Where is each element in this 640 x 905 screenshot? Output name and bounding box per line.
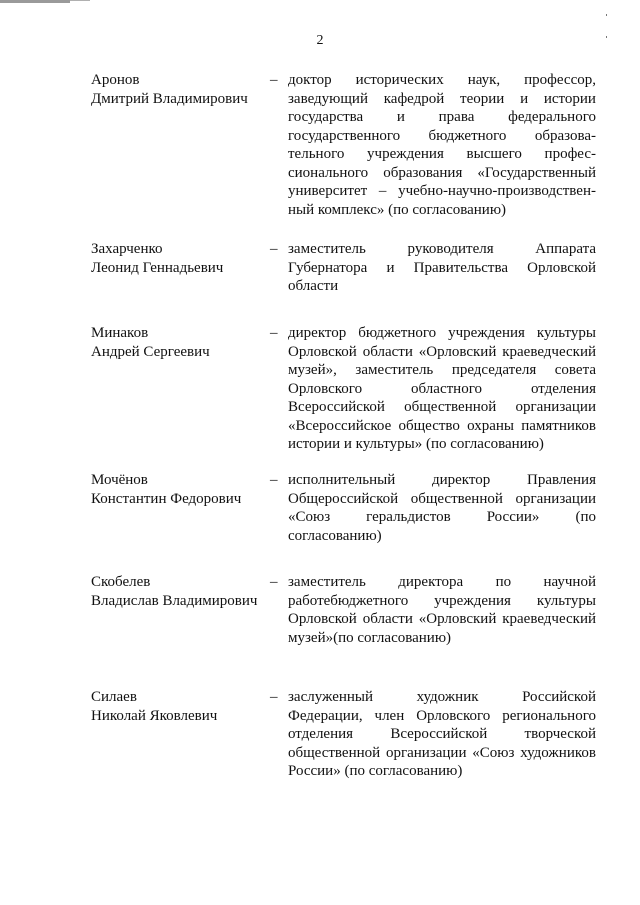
- surname: Скобелев: [91, 574, 151, 590]
- desc-line: [288, 380, 596, 399]
- word: учебно-научно-производствен-: [398, 183, 596, 199]
- surname: Аронов: [91, 72, 140, 88]
- word: Орловской: [527, 259, 596, 276]
- word: Орловской: [288, 343, 357, 360]
- word: отделения: [288, 726, 354, 742]
- member-description: [288, 324, 596, 454]
- word: и: [396, 109, 405, 125]
- word: директора: [398, 574, 464, 590]
- word: председателя: [451, 362, 537, 378]
- word: художников: [520, 744, 596, 761]
- page-number: 2: [316, 33, 324, 48]
- given-names: Константин Федорович: [91, 490, 242, 507]
- word: Губернатора: [288, 259, 368, 276]
- desc-line: [288, 324, 596, 343]
- member-name: [91, 573, 266, 610]
- given-names: Леонид Геннадьевич: [91, 259, 224, 276]
- surname: Минаков: [91, 325, 149, 341]
- word: общественной: [410, 490, 503, 507]
- desc-line: [288, 259, 596, 278]
- word: России»: [486, 509, 540, 525]
- desc-line: [288, 398, 596, 417]
- word: учреждения: [448, 325, 525, 341]
- word: областного: [411, 380, 482, 397]
- word: и: [520, 90, 529, 107]
- desc-line: [288, 108, 596, 127]
- word: общественной: [288, 744, 381, 761]
- desc-line: [288, 127, 596, 146]
- desc-line: [288, 361, 596, 380]
- desc-line: [288, 573, 596, 592]
- word: регионального: [502, 707, 596, 724]
- dash-separator: –: [270, 325, 278, 341]
- scan-speck: [606, 14, 607, 16]
- word: бюджетного: [358, 325, 437, 341]
- word: федерального: [508, 109, 596, 125]
- word: совета: [554, 362, 596, 378]
- member-description: [288, 71, 596, 219]
- desc-line: [288, 592, 596, 611]
- word: теории: [460, 90, 505, 107]
- word: профес-: [544, 146, 596, 162]
- word: учреждения: [367, 146, 444, 162]
- desc-line: [288, 164, 596, 183]
- word: Федерации,: [288, 707, 363, 724]
- word: профессор,: [524, 72, 596, 88]
- word: директор: [288, 325, 347, 341]
- desc-line: [288, 71, 596, 90]
- word: музей»,: [288, 362, 337, 378]
- word: памятников: [521, 417, 596, 434]
- word: культуры: [536, 325, 596, 341]
- word: Всероссийской: [390, 726, 488, 742]
- member-name: [91, 688, 266, 725]
- word: Всероссийской: [288, 399, 385, 415]
- desc-line: [288, 610, 596, 629]
- desc-line: России» (по согласованию): [288, 763, 463, 779]
- word: заведующий: [288, 90, 368, 107]
- word: образова-: [534, 127, 596, 144]
- desc-line: [288, 688, 596, 707]
- desc-line: [288, 417, 596, 436]
- desc-line: согласованию): [288, 527, 382, 544]
- word: тельного: [288, 146, 345, 162]
- scan-artifact: [0, 0, 70, 3]
- word: общественной: [404, 399, 497, 415]
- word: бюджетного: [428, 127, 507, 144]
- word: (по: [575, 509, 596, 525]
- dash-separator: –: [270, 689, 278, 705]
- given-names: Андрей Сергеевич: [91, 343, 210, 360]
- word: «Союз: [288, 509, 331, 525]
- dash-separator: –: [270, 241, 278, 257]
- word: художник: [416, 689, 479, 705]
- surname: Силаев: [91, 689, 137, 705]
- word: «Орловский: [418, 343, 497, 360]
- desc-line: [288, 744, 596, 763]
- word: «Союз: [472, 744, 515, 761]
- word: заместитель: [288, 241, 366, 257]
- scan-artifact: [70, 0, 90, 1]
- member-name: [91, 471, 266, 508]
- word: истории: [543, 90, 596, 107]
- desc-line: [288, 707, 596, 726]
- word: Аппарата: [535, 241, 596, 257]
- desc-line: [288, 508, 596, 527]
- word: высшего: [466, 146, 522, 162]
- word: Российской: [522, 689, 596, 705]
- word: Орловского: [288, 380, 363, 397]
- word: Орловской: [288, 611, 357, 627]
- word: работебюджетного: [288, 592, 409, 609]
- word: и: [386, 259, 395, 276]
- word: творческой: [524, 726, 596, 742]
- word: права: [438, 109, 475, 125]
- word: исполнительный: [288, 472, 396, 488]
- desc-line: области: [288, 278, 339, 294]
- word: заместитель: [288, 574, 366, 590]
- word: заместитель: [355, 362, 434, 378]
- word: университет: [288, 183, 368, 199]
- member-description: [288, 240, 596, 296]
- word: Орловского: [416, 707, 491, 724]
- desc-line: [288, 240, 596, 259]
- word: образования: [383, 164, 463, 181]
- word: сионального: [288, 164, 369, 181]
- word: директор: [431, 472, 491, 488]
- word: области: [362, 611, 413, 627]
- word: доктор: [288, 72, 332, 88]
- word: Правления: [527, 472, 596, 488]
- desc-line: [288, 145, 596, 164]
- word: краеведческий: [502, 343, 596, 360]
- word: кафедрой: [383, 90, 445, 107]
- word: руководителя: [407, 241, 494, 257]
- word: геральдистов: [366, 509, 451, 525]
- word: общество: [398, 417, 460, 434]
- word: член: [374, 707, 405, 724]
- word: –: [378, 183, 387, 199]
- member-name: [91, 240, 266, 277]
- word: организации: [515, 399, 596, 415]
- desc-line: истории и культуры» (по согласованию): [288, 436, 544, 452]
- word: культуры: [536, 592, 596, 609]
- member-description: [288, 471, 596, 545]
- surname: Мочёнов: [91, 472, 148, 488]
- given-names: Николай Яковлевич: [91, 707, 218, 724]
- word: государства: [288, 109, 364, 125]
- desc-line: [288, 471, 596, 490]
- word: Общероссийской: [288, 490, 399, 507]
- desc-line: музей»(по согласованию): [288, 629, 452, 646]
- word: области: [362, 343, 413, 360]
- desc-line: [288, 343, 596, 362]
- desc-line: [288, 90, 596, 109]
- dash-separator: –: [270, 574, 278, 590]
- word: заслуженный: [288, 689, 374, 705]
- desc-line: [288, 182, 596, 201]
- surname: Захарченко: [91, 241, 163, 257]
- dash-separator: –: [270, 72, 278, 88]
- given-names: Владислав Владимирович: [91, 592, 258, 609]
- word: государственного: [288, 127, 401, 144]
- desc-line: ный комплекс» (по согласованию): [288, 201, 507, 218]
- member-name: [91, 71, 266, 108]
- word: по: [495, 574, 512, 590]
- word: организации: [515, 490, 596, 507]
- member-description: [288, 688, 596, 781]
- word: «Государственный: [477, 164, 596, 181]
- word: исторических: [355, 72, 444, 88]
- dash-separator: –: [270, 472, 278, 488]
- desc-line: [288, 490, 596, 509]
- desc-line: [288, 725, 596, 744]
- word: организации: [385, 744, 467, 761]
- word: краеведческий: [502, 611, 596, 627]
- word: наук,: [467, 72, 501, 88]
- given-names: Дмитрий Владимирович: [91, 90, 248, 107]
- word: Правительства: [413, 259, 509, 276]
- word: охраны: [467, 417, 514, 434]
- word: «Всероссийское: [288, 417, 392, 434]
- member-description: [288, 573, 596, 647]
- word: «Орловский: [418, 611, 497, 627]
- word: отделения: [530, 380, 596, 397]
- word: учреждения: [434, 592, 511, 609]
- member-name: [91, 324, 266, 361]
- word: научной: [543, 574, 596, 590]
